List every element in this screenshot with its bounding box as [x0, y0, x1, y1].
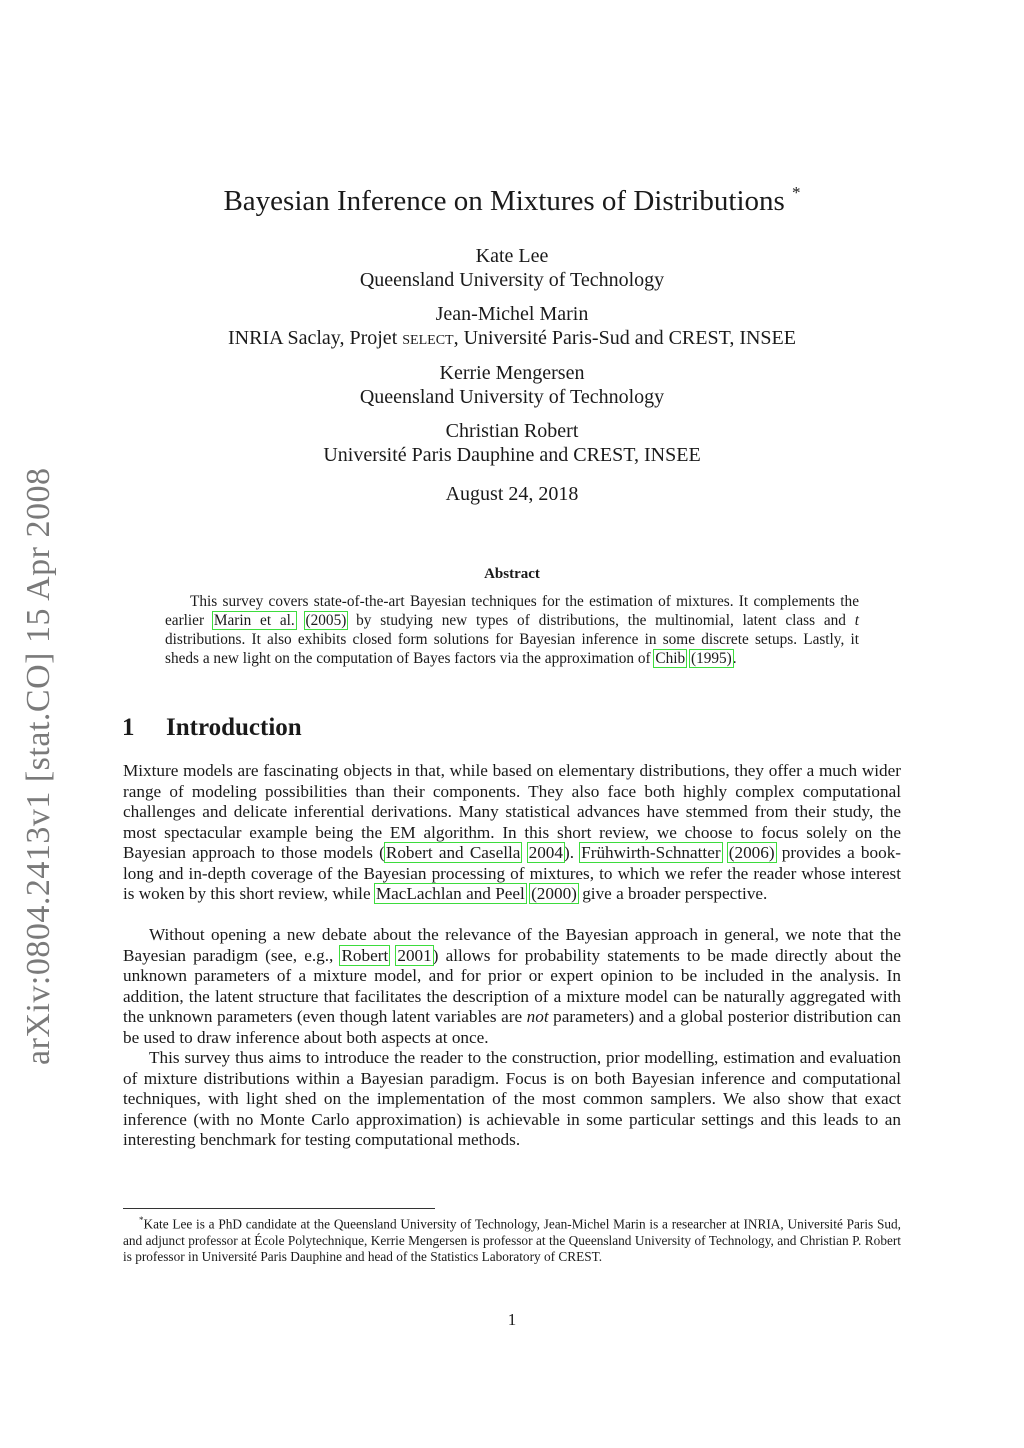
page-number: 1: [507, 1310, 517, 1329]
citation-link[interactable]: Robert and Casella: [385, 843, 521, 862]
arxiv-identifier: arXiv:0804.2413v1 [stat.CO] 15 Apr 2008: [20, 467, 57, 1065]
paragraph: Mixture models are fascinating objects in that, while based on elementary distributions, they offer a much wider range of modeling possibilities than their components. They also face both highly complex computational challenges and delicate inferential derivations. Many statistical advances have stemmed from their study, the most spectacular example being the EM algorithm. In this short review, we choose to focus solely on the Bayesian approach to those models (Robert and Casella 2004). Frühwirth-Schnatter (2006) provides a book-long and in-depth coverage of the Bayesian processing of mixtures, to which we refer the reader whose interest is woken by this short review, while MacLachlan and Peel (2000) give a broader perspective.: [123, 761, 902, 903]
author-4: [0, 419, 1024, 467]
citation-link[interactable]: Chib: [655, 650, 686, 667]
paper-date: August 24, 2018: [445, 483, 579, 505]
author-3: [0, 361, 1024, 409]
title-text: Bayesian Inference on Mixtures of Distributions: [223, 185, 785, 217]
author-name: Jean-Michel Marin: [435, 303, 589, 325]
abstract-text: This survey covers state-of-the-art Bayesian techniques for the estimation of mixtures. It complements the earlier Marin et al. (2005) by studying new types of distributions, the multinomial, latent class and t distributions. It also exhibits closed form solutions for Bayesian inference in some discrete setups. Lastly, it sheds a new light on the computation of Bayes factors via the approximation of Chib (1995).: [165, 593, 859, 667]
citation-link[interactable]: (2005): [305, 612, 347, 629]
footnote-divider: [123, 1208, 435, 1209]
citation-link[interactable]: Marin et al.: [213, 612, 295, 629]
author-affiliation: Université Paris Dauphine and CREST, INSEE: [323, 444, 701, 466]
citation-link[interactable]: (2000): [531, 884, 577, 903]
author-name: Kate Lee: [475, 245, 549, 267]
author-2: [0, 302, 1024, 350]
footnote-mark: *: [139, 1215, 144, 1225]
author-affiliation: Queensland University of Technology: [359, 386, 665, 408]
footnote: *Kate Lee is a PhD candidate at the Queensland University of Technology, Jean-Michel Marin is a researcher at INRIA, Université Paris Sud, and adjunct professor at École Polytechnique, Kerrie Mengersen is professor at the Queensland University of Technology, and Christian P. Robert is professor in Université Paris Dauphine and head of the Statistics Laboratory of CREST.: [123, 1215, 901, 1265]
abstract-heading: Abstract: [484, 566, 540, 582]
section-title: Introduction: [166, 714, 302, 741]
author-name: Christian Robert: [445, 420, 579, 442]
title-footnote-mark[interactable]: *: [792, 183, 801, 202]
author-1: [0, 244, 1024, 292]
author-affiliation: INRIA Saclay, Projet select, Université Paris-Sud and CREST, INSEE: [228, 327, 796, 349]
citation-link[interactable]: 2001: [397, 945, 432, 965]
citation-link[interactable]: MacLachlan and Peel: [375, 884, 525, 903]
paragraph: Without opening a new debate about the relevance of the Bayesian approach in general, we note that the Bayesian paradigm (see, e.g., Robert 2001) allows for probability statements to be made directly about the unknown parameters of a mixture model, and for prior or expert opinion to be included in the analysis. In addition, the latent structure that facilitates the description of a mixture model can be naturally aggregated with the unknown parameters (even though latent variables are not parameters) and a global posterior distribution can be used to draw inference about both aspects at once.: [123, 925, 901, 1047]
author-name: Kerrie Mengersen: [439, 362, 585, 384]
citation-link[interactable]: (2006): [728, 843, 775, 862]
citation-link[interactable]: Robert: [341, 945, 389, 965]
citation-link[interactable]: (1995): [690, 650, 732, 667]
section-heading: [122, 714, 302, 742]
citation-link[interactable]: 2004: [528, 843, 563, 862]
section-number: 1: [122, 714, 135, 741]
paragraph: This survey thus aims to introduce the reader to the construction, prior modelling, estimation and evaluation of mixture distributions within a Bayesian paradigm. Focus is on both Bayesian inference and computational techniques, with light shed on the implementation of the most common samplers. We also show that exact inference (with no Monte Carlo approximation) is achievable in some particular settings and this leads to an interesting benchmark for testing computational methods.: [123, 1048, 901, 1149]
paper-title: [0, 185, 1024, 218]
author-affiliation: Queensland University of Technology: [359, 269, 665, 291]
citation-link[interactable]: Frühwirth-Schnatter: [581, 843, 721, 862]
